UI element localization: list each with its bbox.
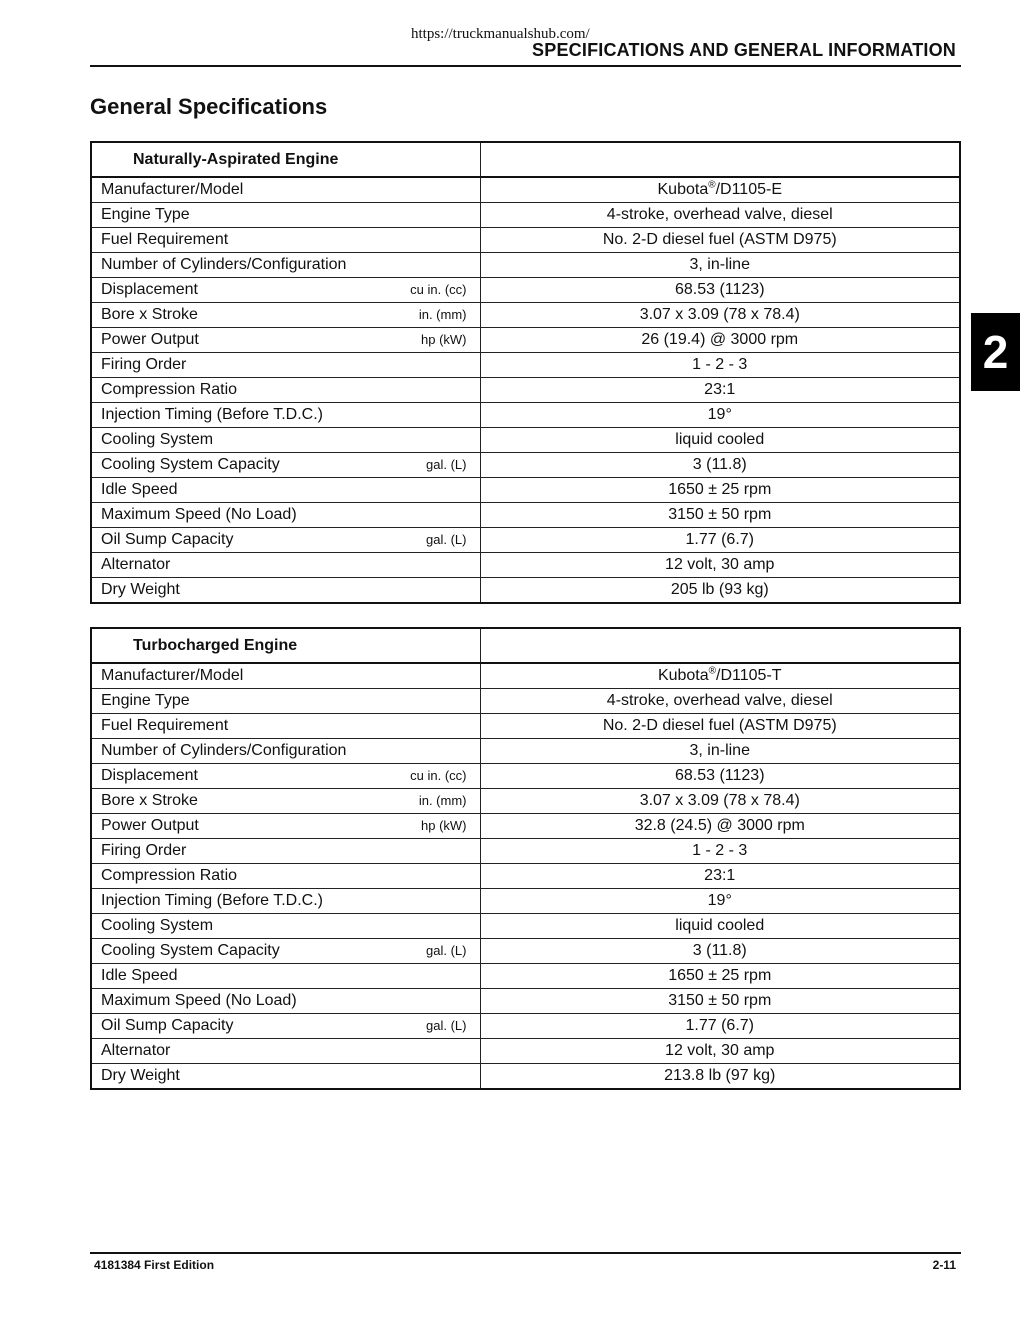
spec-label: Dry Weight (101, 581, 180, 598)
spec-label-cell (91, 253, 480, 278)
spec-value: 3 (11.8) (692, 942, 747, 959)
spec-value-cell (480, 353, 960, 378)
header-divider (90, 65, 961, 67)
spec-label: Number of Cylinders/Configuration (101, 742, 347, 759)
spec-value-cell (480, 914, 960, 939)
spec-value-cell (480, 1014, 960, 1039)
spec-value-cell (480, 528, 960, 553)
spec-value-cell (480, 203, 960, 228)
spec-label: Dry Weight (101, 1067, 180, 1084)
spec-unit: gal. (L) (426, 457, 467, 472)
spec-value-cell (480, 939, 960, 964)
table-row (91, 939, 960, 964)
table-row (91, 503, 960, 528)
spec-value: Kubota (657, 181, 709, 198)
spec-label-cell (91, 1014, 480, 1039)
spec-value-cell (480, 964, 960, 989)
spec-label-cell (91, 989, 480, 1014)
spec-value-cell (480, 663, 960, 689)
spec-value: 205 lb (93 kg) (670, 581, 769, 598)
table-heading: Turbocharged Engine (91, 628, 480, 663)
spec-unit: gal. (L) (426, 1018, 467, 1033)
footer-edition: 4181384 First Edition (94, 1258, 215, 1272)
spec-value: No. 2-D diesel fuel (ASTM D975) (602, 717, 837, 734)
spec-label: Displacement (101, 281, 198, 298)
spec-label-cell (91, 764, 480, 789)
spec-value-cell (480, 989, 960, 1014)
spec-value-cell (480, 253, 960, 278)
spec-unit: cu in. (cc) (410, 768, 467, 783)
spec-value-cell (480, 739, 960, 764)
spec-unit: in. (mm) (418, 793, 467, 808)
spec-unit: gal. (L) (426, 532, 467, 547)
table-row (91, 714, 960, 739)
spec-unit: hp (kW) (421, 818, 467, 833)
spec-label: Engine Type (101, 206, 190, 223)
spec-value-cell (480, 864, 960, 889)
spec-label: Compression Ratio (101, 867, 238, 884)
spec-value-cell (480, 278, 960, 303)
table-row (91, 964, 960, 989)
spec-label: Fuel Requirement (101, 231, 229, 248)
spec-label-cell (91, 503, 480, 528)
spec-label-cell (91, 789, 480, 814)
spec-value: 1650 ± 25 rpm (668, 967, 772, 984)
spec-label-cell (91, 839, 480, 864)
spec-value-cell (480, 578, 960, 604)
table-row (91, 1039, 960, 1064)
spec-value: 19° (707, 892, 732, 909)
spec-value: 3, in-line (689, 256, 750, 273)
table-header-row (91, 628, 960, 663)
table-row (91, 663, 960, 689)
spec-value: 1 - 2 - 3 (692, 356, 748, 373)
table-row (91, 689, 960, 714)
spec-value-cell (480, 328, 960, 353)
table-row (91, 889, 960, 914)
spec-value: 3, in-line (689, 742, 750, 759)
spec-label: Displacement (101, 767, 198, 784)
spec-label-cell (91, 714, 480, 739)
spec-label-cell (91, 378, 480, 403)
spec-value: 1.77 (6.7) (685, 1017, 754, 1034)
watermark-url: https://truckmanualshub.com/ (411, 26, 590, 42)
spec-value: 213.8 lb (97 kg) (664, 1067, 776, 1084)
spec-value-cell (480, 177, 960, 203)
spec-value-cell (480, 403, 960, 428)
spec-unit: gal. (L) (426, 943, 467, 958)
spec-label: Number of Cylinders/Configuration (101, 256, 347, 273)
spec-label: Cooling System (101, 431, 214, 448)
spec-value: 1 - 2 - 3 (692, 842, 748, 859)
table-row (91, 814, 960, 839)
registered-mark: ® (708, 665, 717, 677)
table-row (91, 528, 960, 553)
spec-label-cell (91, 939, 480, 964)
spec-label: Fuel Requirement (101, 717, 229, 734)
spec-label: Idle Speed (101, 967, 178, 984)
spec-value-cell (480, 839, 960, 864)
spec-label: Firing Order (101, 842, 187, 859)
table-row (91, 378, 960, 403)
spec-label-cell (91, 328, 480, 353)
table-heading: Naturally-Aspirated Engine (91, 142, 480, 177)
spec-value: 3150 ± 50 rpm (668, 506, 772, 523)
spec-label-cell (91, 278, 480, 303)
spec-value-cell (480, 714, 960, 739)
spec-label: Firing Order (101, 356, 187, 373)
spec-label-cell (91, 428, 480, 453)
spec-label-cell (91, 177, 480, 203)
spec-label: Oil Sump Capacity (101, 1017, 234, 1034)
spec-value-cell (480, 478, 960, 503)
spec-label-cell (91, 964, 480, 989)
turbocharged-spec-table (90, 627, 961, 1090)
table-row (91, 1064, 960, 1090)
spec-label: Alternator (101, 1042, 171, 1059)
spec-value: 1650 ± 25 rpm (668, 481, 772, 498)
spec-label-cell (91, 553, 480, 578)
spec-value: liquid cooled (675, 917, 765, 934)
table-row (91, 303, 960, 328)
table-row (91, 253, 960, 278)
table-row (91, 1014, 960, 1039)
spec-label-cell (91, 528, 480, 553)
spec-label-cell (91, 889, 480, 914)
spec-value: 26 (19.4) @ 3000 rpm (641, 331, 799, 348)
spec-value: Kubota (657, 667, 709, 684)
table-row (91, 403, 960, 428)
spec-value-cell (480, 428, 960, 453)
spec-label: Maximum Speed (No Load) (101, 992, 297, 1009)
section-tab-marker: 2 (971, 313, 1020, 391)
table-row (91, 739, 960, 764)
table-row (91, 328, 960, 353)
spec-label: Bore x Stroke (101, 306, 198, 323)
spec-label: Oil Sump Capacity (101, 531, 234, 548)
table-row (91, 789, 960, 814)
spec-value-suffix: /D1105-T (716, 667, 782, 684)
registered-mark: ® (708, 179, 716, 191)
spec-value: 4-stroke, overhead valve, diesel (606, 206, 833, 223)
spec-label-cell (91, 864, 480, 889)
spec-value-cell (480, 1064, 960, 1090)
spec-value-cell (480, 453, 960, 478)
table-row (91, 553, 960, 578)
spec-value-suffix: /D1105-E (715, 181, 782, 198)
spec-value-cell (480, 303, 960, 328)
spec-value: 3.07 x 3.09 (78 x 78.4) (639, 792, 800, 809)
spec-label: Maximum Speed (No Load) (101, 506, 297, 523)
table-row (91, 453, 960, 478)
spec-label-cell (91, 814, 480, 839)
spec-label-cell (91, 1064, 480, 1090)
spec-value: 12 volt, 30 amp (665, 1042, 775, 1059)
page-title: General Specifications (90, 94, 328, 119)
table-heading-empty-cell (480, 142, 960, 177)
spec-unit: in. (mm) (418, 307, 467, 322)
spec-label-cell (91, 1039, 480, 1064)
spec-value-cell (480, 553, 960, 578)
spec-label-cell (91, 403, 480, 428)
spec-value-cell (480, 228, 960, 253)
table-row (91, 578, 960, 604)
spec-value: 23:1 (704, 381, 736, 398)
spec-label: Power Output (101, 331, 199, 348)
spec-value-cell (480, 1039, 960, 1064)
spec-label: Cooling System Capacity (101, 456, 280, 473)
spec-value: No. 2-D diesel fuel (ASTM D975) (602, 231, 837, 248)
spec-value-cell (480, 789, 960, 814)
table-row (91, 478, 960, 503)
table-row (91, 353, 960, 378)
footer-page-number: 2-11 (932, 1258, 956, 1272)
spec-value: 68.53 (1123) (674, 767, 765, 784)
spec-label-cell (91, 663, 480, 689)
spec-label: Engine Type (101, 692, 190, 709)
spec-value-cell (480, 764, 960, 789)
table-row (91, 989, 960, 1014)
spec-unit: hp (kW) (421, 332, 467, 347)
spec-value: 19° (707, 406, 732, 423)
table-row (91, 839, 960, 864)
spec-label: Injection Timing (Before T.D.C.) (101, 892, 324, 909)
spec-label-cell (91, 203, 480, 228)
spec-label-cell (91, 353, 480, 378)
spec-label: Power Output (101, 817, 199, 834)
spec-value: 32.8 (24.5) @ 3000 rpm (634, 817, 805, 834)
spec-label-cell (91, 578, 480, 604)
spec-value-cell (480, 503, 960, 528)
spec-label: Compression Ratio (101, 381, 238, 398)
spec-label: Bore x Stroke (101, 792, 198, 809)
section-header-title: SPECIFICATIONS AND GENERAL INFORMATION (532, 40, 956, 60)
spec-label: Injection Timing (Before T.D.C.) (101, 406, 324, 423)
spec-label: Idle Speed (101, 481, 178, 498)
table-row (91, 177, 960, 203)
spec-value: 1.77 (6.7) (685, 531, 754, 548)
spec-label-cell (91, 914, 480, 939)
spec-label-cell (91, 478, 480, 503)
naturally-aspirated-spec-table (90, 141, 961, 604)
spec-label-cell (91, 453, 480, 478)
spec-value: 3.07 x 3.09 (78 x 78.4) (639, 306, 800, 323)
table-header-row (91, 142, 960, 177)
spec-label: Manufacturer/Model (101, 181, 244, 198)
table-row (91, 203, 960, 228)
table-row (91, 914, 960, 939)
spec-label: Alternator (101, 556, 171, 573)
spec-label: Cooling System Capacity (101, 942, 280, 959)
spec-label-cell (91, 739, 480, 764)
spec-value: 3 (11.8) (692, 456, 747, 473)
spec-label: Manufacturer/Model (101, 667, 244, 684)
spec-label-cell (91, 689, 480, 714)
spec-label-cell (91, 228, 480, 253)
spec-label: Cooling System (101, 917, 214, 934)
spec-value-cell (480, 889, 960, 914)
spec-value: liquid cooled (675, 431, 765, 448)
table-row (91, 864, 960, 889)
spec-value-cell (480, 689, 960, 714)
spec-value-cell (480, 814, 960, 839)
spec-value-cell (480, 378, 960, 403)
spec-value: 4-stroke, overhead valve, diesel (606, 692, 833, 709)
footer-divider (90, 1252, 961, 1254)
table-row (91, 278, 960, 303)
spec-value: 12 volt, 30 amp (665, 556, 775, 573)
table-heading-empty-cell (480, 628, 960, 663)
spec-value: 23:1 (704, 867, 736, 884)
table-row (91, 428, 960, 453)
table-row (91, 764, 960, 789)
spec-value: 68.53 (1123) (674, 281, 765, 298)
spec-unit: cu in. (cc) (410, 282, 467, 297)
spec-value: 3150 ± 50 rpm (668, 992, 772, 1009)
spec-label-cell (91, 303, 480, 328)
table-row (91, 228, 960, 253)
